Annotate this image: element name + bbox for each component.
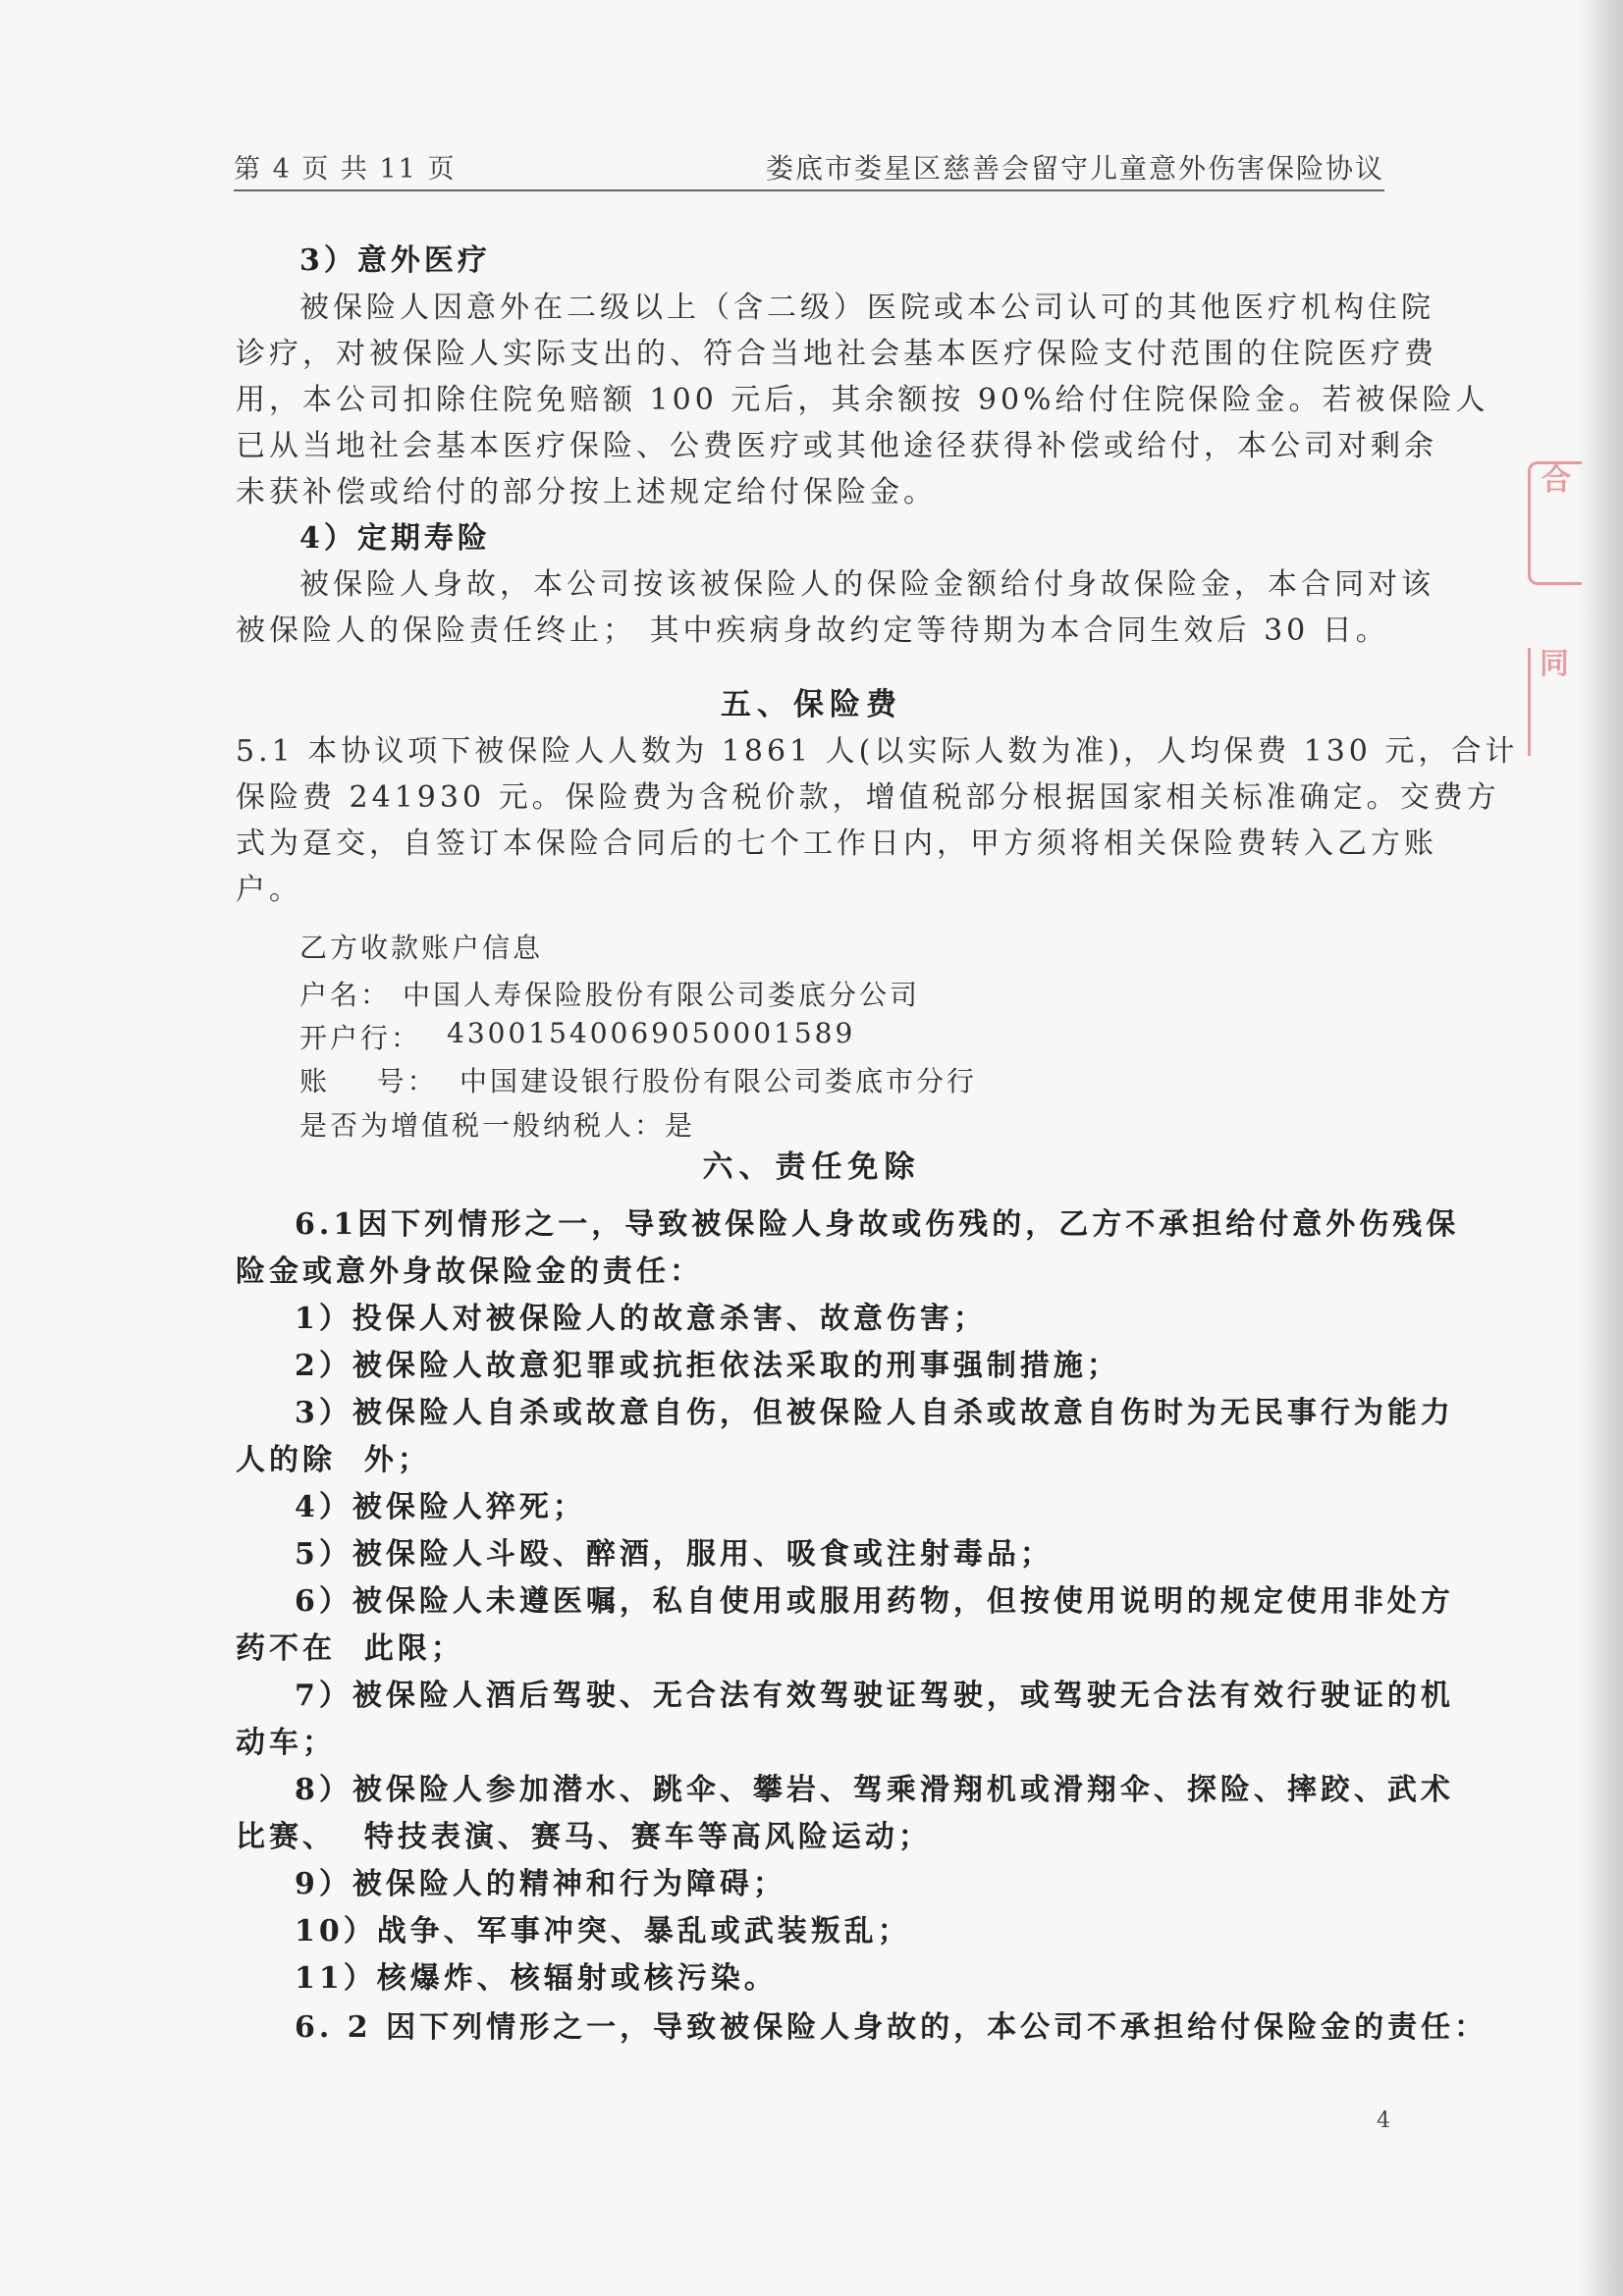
bank-label: 开户行： [299, 1022, 422, 1054]
page-number: 4 [1377, 2109, 1390, 2133]
paragraph-line: 未获补偿或给付的部分按上述规定给付保险金。 [236, 475, 937, 509]
exclusion-item: 4）被保险人猝死； [295, 1490, 586, 1524]
item-3-title: 3）意外医疗 [299, 243, 491, 278]
account-heading: 乙方收款账户信息 [299, 932, 544, 964]
paragraph-line: 险金或意外身故保险金的责任： [236, 1255, 703, 1289]
exclusion-item-continued: 比赛、 特技表演、赛马、赛车等高风险运动； [236, 1820, 932, 1854]
exclusion-item: 10）战争、军事冲突、暴乱或武装叛乱； [295, 1914, 911, 1949]
bank-value: 43001540069050001589 [447, 1017, 856, 1049]
document-title: 娄底市娄星区慈善会留守儿童意外伤害保险协议 [765, 152, 1384, 185]
paragraph-line: 被保险人因意外在二级以上（含二级）医院或本公司认可的其他医疗机构住院 [299, 291, 1434, 325]
exclusion-item: 2）被保险人故意犯罪或抗拒依法采取的刑事强制措施； [295, 1349, 1120, 1383]
section-5-title: 五、保险费 [721, 687, 902, 722]
exclusion-item-continued: 药不在 此限； [236, 1631, 464, 1666]
paragraph-line: 被保险人的保险责任终止； 其中疾病身故约定等待期为本合同生效后 30 日。 [236, 614, 1389, 648]
seal-stamp-text: 同 [1540, 647, 1569, 681]
exclusion-item: 8）被保险人参加潜水、跳伞、攀岩、驾乘滑翔机或滑翔伞、探险、摔跤、武术 [295, 1773, 1454, 1807]
exclusion-item: 9）被保险人的精神和行为障碍； [295, 1867, 786, 1901]
exclusion-item-continued: 动车； [236, 1726, 336, 1760]
exclusion-item: 11）核爆炸、核辐射或核污染。 [295, 1961, 778, 1996]
exclusion-item: 1）投保人对被保险人的故意杀害、故意伤害； [295, 1302, 987, 1336]
exclusion-item-continued: 人的除 外； [236, 1443, 431, 1477]
item-4-title: 4）定期寿险 [299, 521, 491, 556]
clause-6-2-intro: 6. 2 因下列情形之一，导致被保险人身故的，本公司不承担给付保险金的责任： [295, 2010, 1488, 2045]
paragraph-line: 用，本公司扣除住院免赔额 100 元后，其余额按 90%给付住院保险金。若被保险人 [236, 383, 1489, 417]
vat-status-line: 是否为增值税一般纳税人：是 [299, 1109, 696, 1142]
account-name-value: 中国人寿保险股份有限公司娄底分公司 [403, 979, 921, 1011]
section-6-title: 六、责任免除 [702, 1149, 921, 1185]
page-header [234, 147, 1384, 188]
paragraph-line: 保险费 241930 元。保险费为含税价款，增值税部分根据国家相关标准确定。交费方 [236, 780, 1500, 815]
exclusion-item: 6）被保险人未遵医嘱，私自使用或服用药物，但按使用说明的规定使用非处方 [295, 1584, 1454, 1619]
paragraph-line: 6.1因下列情形之一，导致被保险人身故或伤残的，乙方不承担给付意外伤残保 [295, 1207, 1460, 1242]
paragraph-line: 诊疗，对被保险人实际支出的、符合当地社会基本医疗保险支付范围的住院医疗费 [236, 337, 1437, 371]
paragraph-line: 5.1 本协议项下被保险人人数为 1861 人(以实际人数为准)，人均保费 130 元，合计 [236, 734, 1519, 769]
paragraph-line: 已从当地社会基本医疗保险、公费医疗或其他途径获得补偿或给付，本公司对剩余 [236, 429, 1437, 463]
exclusion-item: 3）被保险人自杀或故意自伤，但被保险人自杀或故意自伤时为无民事行为能力 [295, 1396, 1454, 1430]
account-number-value: 中国建设银行股份有限公司娄底市分行 [460, 1065, 978, 1097]
exclusion-item: 5）被保险人斗殴、醉酒，服用、吸食或注射毒品； [295, 1537, 1054, 1572]
seal-stamp-fragment [1528, 461, 1582, 585]
paragraph-line: 被保险人身故，本公司按该被保险人的保险金额给付身故保险金，本合同对该 [299, 567, 1434, 602]
paragraph-line: 式为趸交，自签订本保险合同后的七个工作日内，甲方须将相关保险费转入乙方账 [236, 827, 1437, 861]
page-indicator: 第 4 页 共 11 页 [234, 154, 457, 185]
header-rule [234, 189, 1384, 191]
seal-stamp-fragment [1528, 648, 1578, 756]
paragraph-line: 户。 [236, 873, 302, 907]
exclusion-item: 7）被保险人酒后驾驶、无合法有效驾驶证驾驶，或驾驶无合法有效行驶证的机 [295, 1679, 1454, 1713]
seal-stamp-text: 合 [1542, 463, 1571, 498]
account-name-label: 户名： [299, 979, 392, 1011]
account-number-label: 账 号： [299, 1065, 438, 1097]
